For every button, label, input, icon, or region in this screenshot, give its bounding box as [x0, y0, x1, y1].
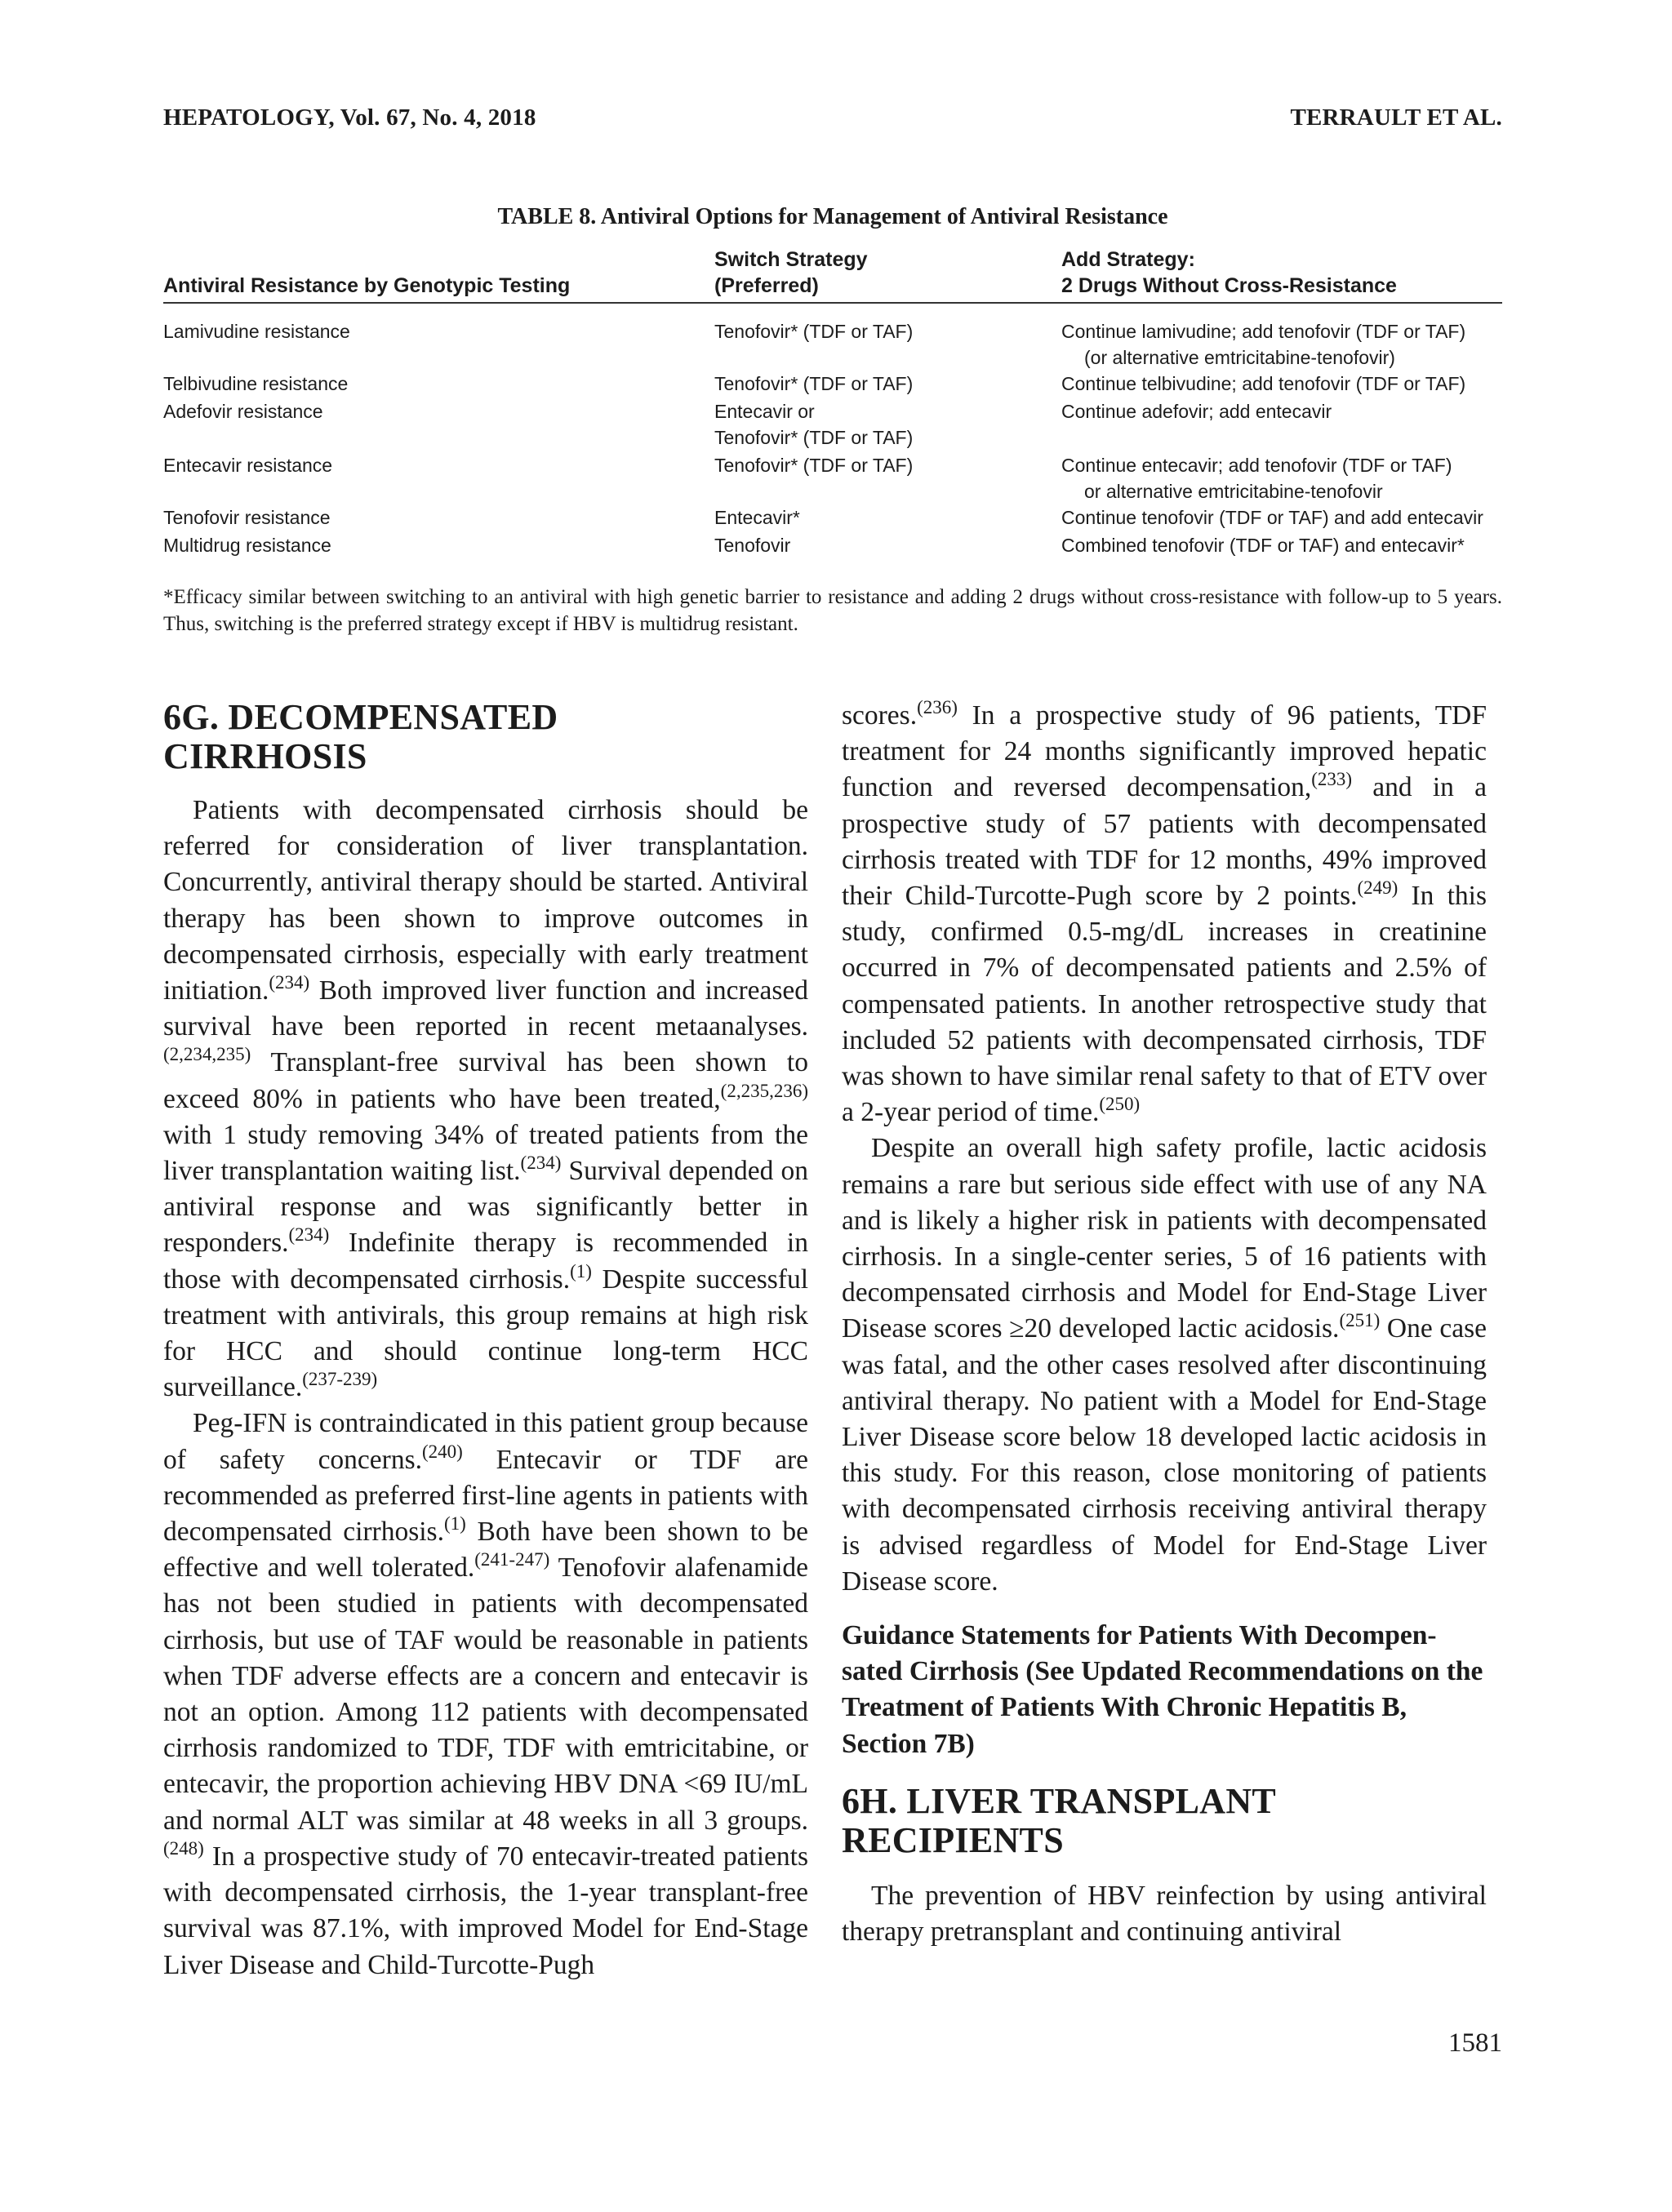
page-number: 1581 — [1448, 2028, 1502, 2058]
add-cell: Continue tenofovir (TDF or TAF) and add entecavir — [1061, 507, 1483, 528]
antiviral-resistance-table — [163, 245, 1502, 560]
resistance-cell: Tenofovir resistance — [163, 507, 331, 528]
switch-cell: Tenofovir* (TDF or TAF) — [714, 321, 914, 342]
add-cell: Combined tenofovir (TDF or TAF) and entecavir* — [1061, 535, 1465, 556]
resistance-cell: Adefovir resistance — [163, 401, 323, 422]
resistance-cell: Multidrug resistance — [163, 535, 331, 556]
table-footnote: *Efficacy similar between switching to an antiviral with high genetic barrier to resistance and adding 2 drugs without cross-resistance with follow-up to 5 years. Thus, switching is the preferred strategy except if HBV is multidrug resistant. — [163, 586, 1502, 635]
paragraph: Patients with decompensated cirrhosis should be referred for consideration of liver transplantation. Concurrently, antiviral therapy should be started. Antiviral therapy has been shown to improve outcomes in decompensated cirrhosis, especially with early treatment initiation.$^{(234)}$ Both improved liver function and increased survival have been reported in recent metaanalyses.$^{(2,234,235)}$ Transplant-free survival has been shown to exceed 80% in patients who have been treated,$^{(2,235,236)}$ with 1 study removing 34% of treated patients from the liver transplantation waiting list.$^{(234)}$ Survival depended on antiviral response and was significantly better in responders.$^{(234)}$ Indefinite therapy is recommended in those with decompensated cirrhosis.$^{(1)}$ Despite successful treatment with antivirals, this group remains at high risk for HCC and should continue long-term HCC surveillance.$^{(237-239)}$ — [163, 795, 809, 1403]
table-row — [163, 398, 1502, 452]
table-header — [163, 245, 1502, 304]
add-cell: Continue adefovir; add entecavir — [1061, 401, 1332, 422]
table-row — [163, 452, 1502, 504]
switch-cell: Entecavir* — [714, 507, 800, 528]
table-caption: TABLE 8. Antiviral Options for Management of Antiviral Resistance — [497, 204, 1168, 229]
right-column — [842, 698, 1487, 1950]
citation: (240) — [422, 1441, 463, 1462]
citation: (233) — [1311, 769, 1353, 790]
add-cell: Continue lamivudine; add tenofovir (TDF or TAF) (or alternative emtricitabine-tenofovir) — [1061, 321, 1466, 368]
citation: (241-247) — [474, 1549, 550, 1570]
table-row — [163, 371, 1502, 398]
paragraph: Despite an overall high safety profile, lactic acidosis remains a rare but serious side effect with use of any NA and is likely a higher risk in patients with decompensated cirrhosis. In a single-center series, 5 of 16 patients with decompensated cirrhosis and Model for End-Stage Liver Disease scores ≥20 developed lactic acidosis.$^{(251)}$ One case was fatal, and the other cases resolved after discontinuing antiviral therapy. No patient with a Model for End-Stage Liver Disease score below 18 developed lactic acidosis in this study. For this reason, close monitoring of patients with decompensated cirrhosis receiving antiviral therapy is advised regardless of Model for End-Stage Liver Disease score. — [842, 1133, 1487, 1597]
table-row — [163, 318, 1502, 371]
switch-cell: Entecavir or Tenofovir* (TDF or TAF) — [714, 401, 914, 448]
add-cell: Continue entecavir; add tenofovir (TDF or TAF) or alternative emtricitabine-tenofovir — [1061, 455, 1452, 502]
citation: (234) — [288, 1224, 330, 1246]
citation: (236) — [917, 697, 958, 717]
switch-cell: Tenofovir* (TDF or TAF) — [714, 373, 914, 394]
citation: (1) — [443, 1513, 466, 1535]
citation: (248) — [163, 1837, 204, 1859]
add-cell: Continue telbivudine; add tenofovir (TDF or TAF) — [1061, 373, 1466, 394]
section-heading-6h: 6H. LIVER TRANSPLANT RECIPIENTS — [842, 1780, 1277, 1860]
citation: (234) — [269, 972, 310, 993]
author-header: TERRAULT ET AL. — [1290, 104, 1502, 131]
header-switch-strategy: Switch Strategy (Preferred) — [714, 248, 868, 297]
citation: (249) — [1357, 877, 1399, 899]
citation: (2,234,235) — [163, 1044, 251, 1065]
citation: (250) — [1099, 1094, 1141, 1115]
table-row — [163, 504, 1502, 532]
resistance-cell: Lamivudine resistance — [163, 321, 350, 342]
citation: (1) — [570, 1260, 592, 1281]
switch-cell: Tenofovir — [714, 535, 791, 556]
table-row — [163, 532, 1502, 560]
citation: (237-239) — [302, 1369, 378, 1390]
resistance-cell: Entecavir resistance — [163, 455, 333, 476]
paragraph: The prevention of HBV reinfection by using antiviral therapy pretransplant and continuing antiviral — [842, 1880, 1487, 1948]
header-resistance: Antiviral Resistance by Genotypic Testing — [163, 274, 571, 297]
paragraph: Peg-IFN is contraindicated in this patient group because of safety concerns.$^{(240)}$ Entecavir or TDF are recommended as preferred first-line agents in patients with decompensated cirrhosis.$^{(1)}$ Both have been shown to be effective and well tolerated.$^{(241-247)}$ Tenofovir alafenamide has not been studied in patients with decompensated cirrhosis, but use of TAF would be reasonable in patients when TDF adverse effects are a concern and entecavir is not an option. Among 112 patients with decompensated cirrhosis randomized to TDF, TDF with emtricitabine, or entecavir, the proportion achieving HBV DNA <69 IU/mL and normal ALT was similar at 48 weeks in all 3 groups.$^{(248)}$ In a prospective study of 70 entecavir-treated patients with decompensated cirrhosis, the 1-year transplant-free survival was 87.1%, with improved Model for End-Stage Liver Disease and Child-Turcotte-Pugh — [163, 1408, 808, 1980]
guidance-heading: Guidance Statements for Patients With Decompensated Cirrhosis (See Updated Recommendations on the Treatment of Patients With Chronic Hepatitis B, Section 7B) — [842, 1620, 1483, 1759]
table-body — [163, 304, 1502, 560]
switch-cell: Tenofovir* (TDF or TAF) — [714, 455, 914, 476]
journal-citation: HEPATOLOGY, Vol. 67, No. 4, 2018 — [163, 104, 536, 131]
left-column — [163, 698, 808, 1983]
citation: (2,235,236) — [720, 1080, 808, 1101]
paragraph: scores.$^{(236)}$ In a prospective study of 96 patients, TDF treatment for 24 months significantly improved hepatic function and reversed decompensation,$^{(233)}$ and in a prospective study of 57 patients with decompensated cirrhosis treated with TDF for 12 months, 49% improved their Child-Turcotte-Pugh score by 2 points.$^{(249)}$ In this study, confirmed 0.5-mg/dL increases in creatinine occurred in 7% of decompensated patients and 2.5% of compensated patients. In another retrospective study that included 52 patients with decompensated cirrhosis, TDF was shown to have similar renal safety to that of ETV over a 2-year period of time.$^{(250)}$ — [842, 697, 1487, 1128]
header-add-strategy: Add Strategy: 2 Drugs Without Cross-Resistance — [1061, 248, 1397, 297]
citation: (251) — [1339, 1310, 1381, 1331]
section-heading-6g: 6G. DECOMPENSATED CIRRHOSIS — [163, 697, 558, 776]
resistance-cell: Telbivudine resistance — [163, 373, 349, 394]
citation: (234) — [520, 1153, 562, 1174]
